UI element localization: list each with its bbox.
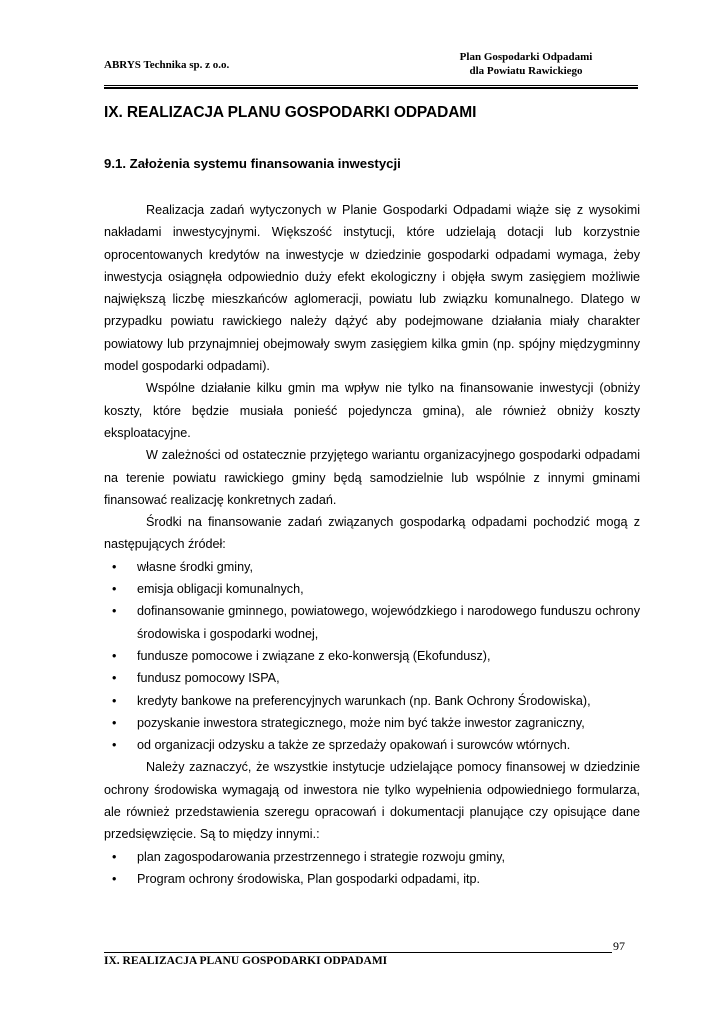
list-item xyxy=(104,690,640,712)
bullet-icon: • xyxy=(112,738,117,753)
bullet-icon: • xyxy=(112,671,117,686)
page-number: 97 xyxy=(613,939,625,953)
list-item xyxy=(104,734,640,756)
paragraph: W zależności od ostatecznie przyjętego wariantu organizacyjnego gospodarki odpadami na terenie powiatu rawickiego gminy będą samodzielnie lub wspólnie z innymi gminami finansować realizację konkretnych zadań. xyxy=(104,448,640,507)
list-item-text: fundusze pomocowe i związane z eko-konwersją (Ekofundusz), xyxy=(137,648,491,663)
bullet-icon: • xyxy=(112,648,117,663)
paragraph: Realizacja zadań wytyczonych w Planie Gospodarki Odpadami wiąże się z wysokimi nakładami inwestycyjnymi. Większość instytucji, które udzielają dotacji lub korzystnie oprocentowanych kredytów na inwestycje w dziedzinie gospodarki odpadami wymaga, żeby inwestycja osiągnęła odpowiednio duży efekt ekologiczny i objęła swym zasięgiem możliwie największą liczbę mieszkańców aglomeracji, powiatu lub związku komunalnego. Dlatego w przypadku powiatu rawickiego należy dążyć aby podejmowane działania miały charakter powiatowy lub przynajmniej obejmowały swym zasięgiem kilka gmin (np. spójny międzygminny model gospodarki odpadami). xyxy=(104,203,640,374)
list-item xyxy=(104,846,640,868)
list-item-text: dofinansowanie gminnego, powiatowego, wojewódzkiego i narodowego funduszu ochrony środowiska i gospodarki wodnej, xyxy=(137,604,640,641)
list-item xyxy=(104,556,640,578)
list-item-text: plan zagospodarowania przestrzennego i strategie rozwoju gminy, xyxy=(137,849,505,864)
bullet-icon: • xyxy=(112,693,117,708)
company-name: ABRYS Technika sp. z o.o. xyxy=(104,59,230,71)
list-item-text: kredyty bankowe na preferencyjnych warunkach (np. Bank Ochrony Środowiska), xyxy=(137,693,591,708)
list-item xyxy=(104,645,640,667)
bullet-icon: • xyxy=(112,849,117,864)
bullet-icon: • xyxy=(112,559,117,574)
header-divider xyxy=(104,85,638,89)
funding-sources-list xyxy=(104,556,640,757)
body-text xyxy=(104,199,640,890)
list-item-text: od organizacji odzysku a także ze sprzedaży opakowań i surowców wtórnych. xyxy=(137,738,571,753)
required-documents-list xyxy=(104,846,640,891)
footer-divider xyxy=(104,952,612,953)
list-item-text: pozyskanie inwestora strategicznego, może nim być także inwestor zagraniczny, xyxy=(137,715,585,730)
list-item-text: emisja obligacji komunalnych, xyxy=(137,582,304,597)
bullet-icon: • xyxy=(112,582,117,597)
page-header xyxy=(104,50,638,86)
bullet-icon: • xyxy=(112,604,117,619)
footer-title: IX. REALIZACJA PLANU GOSPODARKI ODPADAMI xyxy=(104,955,388,967)
paragraph: Wspólne działanie kilku gmin ma wpływ nie tylko na finansowanie inwestycji (obniży koszty, które będzie musiała ponieść pojedyncza gmina), ale również obniży koszty eksploatacyjne. xyxy=(104,381,640,440)
list-item xyxy=(104,600,640,645)
document-title-line-2: dla Powiatu Rawickiego xyxy=(469,65,583,77)
list-item xyxy=(104,578,640,600)
document-title-line-1: Plan Gospodarki Odpadami xyxy=(459,51,593,63)
paragraph: Należy zaznaczyć, że wszystkie instytucje udzielające pomocy finansowej w dziedzinie ochrony środowiska wymagają od inwestora nie tylko wypełnienia odpowiedniego formularza, ale również przedstawienia szeregu opracowań i dokumentacji planujące czy opisujące dane przedsięwzięcie. Są to między innymi.: xyxy=(104,760,640,842)
list-item-text: Program ochrony środowiska, Plan gospodarki odpadami, itp. xyxy=(137,871,481,886)
chapter-title: IX. REALIZACJA PLANU GOSPODARKI ODPADAMI xyxy=(104,104,477,121)
document-title xyxy=(416,50,636,78)
list-item-text: własne środki gminy, xyxy=(137,559,253,574)
list-item xyxy=(104,868,640,890)
paragraph: Środki na finansowanie zadań związanych gospodarką odpadami pochodzić mogą z następujących źródeł: xyxy=(104,515,640,552)
bullet-icon: • xyxy=(112,871,117,886)
bullet-icon: • xyxy=(112,715,117,730)
section-title: 9.1. Założenia systemu finansowania inwestycji xyxy=(104,156,401,171)
list-item xyxy=(104,667,640,689)
list-item-text: fundusz pomocowy ISPA, xyxy=(137,671,280,686)
list-item xyxy=(104,712,640,734)
